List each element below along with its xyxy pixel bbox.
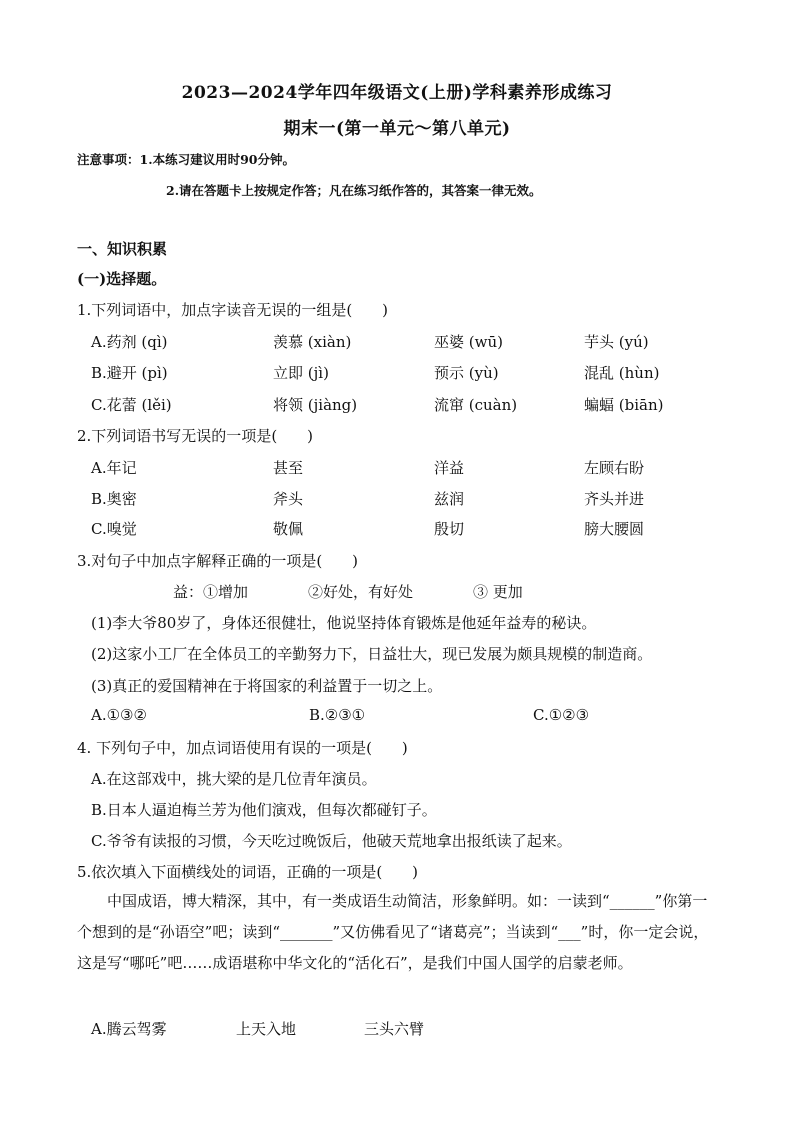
q4-option-a: A.在这部戏中，挑大梁的是几位青年演员。 [91, 770, 377, 788]
q2-row-c [91, 518, 711, 540]
q1-row-a [91, 331, 711, 353]
q1-cell: 流窜 (cuàn) [434, 396, 518, 414]
q1-row-c [91, 394, 711, 416]
q3-option-c: C.①②③ [533, 706, 590, 724]
notice-line-1 [77, 150, 295, 168]
q1-cell: 芋头 (yú) [584, 333, 649, 351]
q4-option-b: B.日本人逼迫梅兰芳为他们演戏，但每次都碰钉子。 [91, 801, 437, 819]
q2-cell: 左顾右盼 [584, 459, 645, 477]
q3-sentence-2: (2)这家小工厂在全体员工的辛勤努力下，日益壮大，现已发展为颇具规模的制造商。 [91, 645, 653, 663]
q3-option-b: B.②③① [309, 706, 366, 724]
q3-sentence-3: (3)真正的爱国精神在于将国家的利益置于一切之上。 [91, 677, 443, 695]
q4-option-c: C.爷爷有读报的习惯，今天吃过晚饭后，他破天荒地拿出报纸读了起来。 [91, 832, 572, 850]
q1-cell: A.药剂 (qì) [91, 333, 168, 351]
q5-option-a-word-1: A.腾云驾雾 [91, 1020, 167, 1038]
q1-cell: 羡慕 (xiàn) [273, 333, 352, 351]
sub-heading: (一)选择题。 [77, 270, 167, 288]
q2-cell: 洋益 [434, 459, 465, 477]
question-1-stem: 1.下列词语中，加点字读音无误的一组是( ) [77, 301, 389, 319]
q3-option-a: A.①③② [91, 706, 147, 724]
q2-cell: 斧头 [273, 490, 304, 508]
q3-options [91, 706, 711, 728]
exam-title: 2023—2024学年四年级语文(上册)学科素养形成练习 [181, 83, 613, 103]
q2-cell: 膀大腰圆 [584, 520, 645, 538]
notice-item-2: 2.请在答题卡上按规定作答；凡在练习纸作答的，其答案一律无效。 [166, 183, 542, 198]
exam-subtitle: 期末一(第一单元～第八单元) [283, 119, 511, 139]
q2-cell: B.奥密 [91, 490, 137, 508]
section-heading: 一、知识积累 [77, 240, 168, 258]
q5-option-a-word-3: 三头六臂 [364, 1020, 425, 1038]
q2-cell: 敬佩 [273, 520, 304, 538]
question-5-stem: 5.依次填入下面横线处的词语，正确的一项是( ) [77, 863, 419, 881]
q1-cell: 巫婆 (wū) [434, 333, 503, 351]
q1-row-b [91, 362, 711, 384]
question-2-stem: 2.下列词语书写无误的一项是( ) [77, 427, 314, 445]
q2-cell: A.年记 [91, 459, 137, 477]
q1-cell: B.避开 (pì) [91, 364, 168, 382]
q2-cell: 齐头并进 [584, 490, 645, 508]
q5-passage: 中国成语，博大精深，其中，有一类成语生动简洁，形象鲜明。如：一读到“______”你第一个想到的是“孙语空”吧；读到“_______”又仿佛看见了“诸葛亮”；当读到“___”时，你一定会说，这是写“哪吒”吧……成语堪称中华文化的“活化石”，是我们中国人国学的启蒙老师。 [77, 892, 709, 972]
q3-meaning: 益：①增加 ②好处，有好处 ③ 更加 [173, 583, 523, 601]
notice-label: 注意事项： [77, 152, 140, 167]
notice-item-1: 1.本练习建议用时90分钟。 [139, 152, 295, 167]
q5-option-a-row [91, 1018, 711, 1040]
question-4-stem: 4. 下列句子中，加点词语使用有误的一项是( ) [77, 739, 408, 757]
q1-cell: 将领 (jiàng) [273, 396, 358, 414]
q2-row-b [91, 488, 711, 510]
q5-option-a-word-2: 上天入地 [236, 1020, 297, 1038]
question-3-stem: 3.对句子中加点字解释正确的一项是( ) [77, 552, 359, 570]
q2-cell: 兹润 [434, 490, 465, 508]
q1-cell: 立即 (jì) [273, 364, 329, 382]
q2-cell: 甚至 [273, 459, 304, 477]
q1-cell: 蝙蝠 (biān) [584, 396, 664, 414]
q2-cell: 殷切 [434, 520, 465, 538]
q3-sentence-1: (1)李大爷80岁了，身体还很健壮，他说坚持体育锻炼是他延年益寿的秘诀。 [91, 614, 597, 632]
q2-cell: C.嗅觉 [91, 520, 137, 538]
q1-cell: 预示 (yù) [434, 364, 499, 382]
q1-cell: 混乱 (hùn) [584, 364, 660, 382]
q1-cell: C.花蕾 (lěi) [91, 396, 172, 414]
q2-row-a [91, 457, 711, 479]
